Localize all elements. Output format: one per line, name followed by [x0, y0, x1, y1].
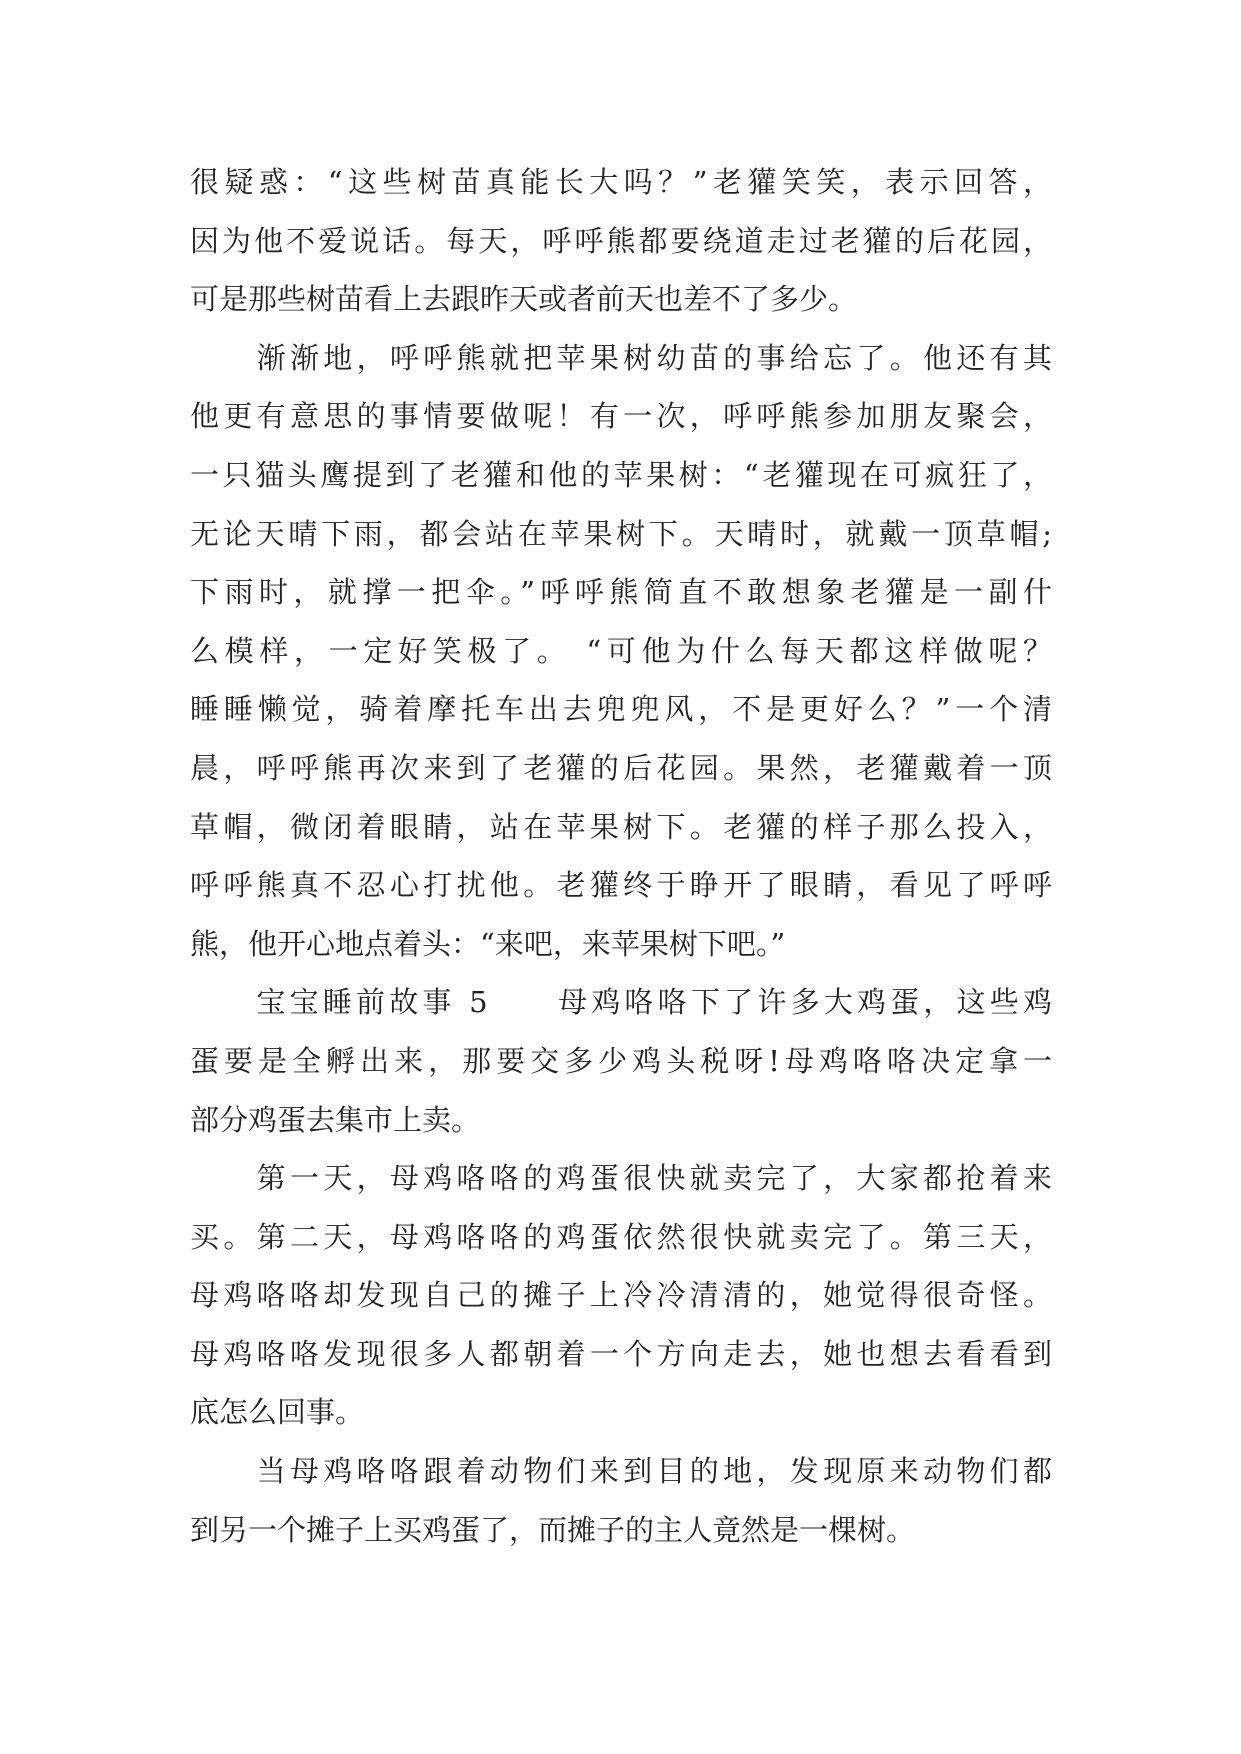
text-line: 晨，呼呼熊再次来到了老獾的后花园。果然，老獾戴着一顶: [190, 750, 1052, 785]
body-text: [190, 153, 1052, 1559]
text-line: 第一天，母鸡咯咯的鸡蛋很快就卖完了，大家都抢着来: [190, 1161, 1052, 1196]
text-line: 他更有意思的事情要做呢！有一次，呼呼熊参加朋友聚会，: [190, 399, 1052, 434]
text-line: 可是那些树苗看上去跟昨天或者前天也差不了多少。: [190, 282, 858, 317]
text-line: 熊，他开心地点着头：“来吧，来苹果树下吧。”: [190, 926, 786, 961]
text-line: 呼呼熊真不忍心打扰他。老獾终于睁开了眼睛，看见了呼呼: [190, 868, 1052, 903]
text-line: 到另一个摊子上买鸡蛋了，而摊子的主人竟然是一棵树。: [190, 1512, 916, 1547]
text-line: 宝宝睡前故事 5 母鸡咯咯下了许多大鸡蛋，这些鸡: [190, 985, 1052, 1020]
text-line: 睡睡懒觉，骑着摩托车出去兜兜风，不是更好么？”一个清: [190, 692, 1052, 727]
text-line: 母鸡咯咯发现很多人都朝着一个方向走去，她也想去看看到: [190, 1336, 1052, 1371]
text-line: 草帽，微闭着眼睛，站在苹果树下。老獾的样子那么投入，: [190, 809, 1052, 844]
text-line: 无论天晴下雨，都会站在苹果树下。天晴时，就戴一顶草帽;: [190, 516, 1052, 551]
text-line: 母鸡咯咯却发现自己的摊子上冷冷清清的，她觉得很奇怪。: [190, 1278, 1052, 1313]
text-line: 因为他不爱说话。每天，呼呼熊都要绕道走过老獾的后花园，: [190, 223, 1052, 258]
text-line: 很疑惑：“这些树苗真能长大吗？”老獾笑笑，表示回答，: [190, 165, 1052, 199]
text-line: 么模样，一定好笑极了。 “可他为什么每天都这样做呢？: [190, 633, 1052, 668]
text-line: 一只猫头鹰提到了老獾和他的苹果树：“老獾现在可疯狂了，: [190, 457, 1052, 492]
text-line: 渐渐地，呼呼熊就把苹果树幼苗的事给忘了。他还有其: [190, 340, 1052, 375]
text-line: 蛋要是全孵出来，那要交多少鸡头税呀!母鸡咯咯决定拿一: [190, 1043, 1052, 1078]
text-line: 买。第二天，母鸡咯咯的鸡蛋依然很快就卖完了。第三天，: [190, 1219, 1052, 1254]
text-line: 部分鸡蛋去集市上卖。: [190, 1102, 481, 1137]
text-line: 当母鸡咯咯跟着动物们来到目的地，发现原来动物们都: [190, 1454, 1052, 1489]
text-line: 底怎么回事。: [190, 1395, 365, 1430]
text-line: 下雨时，就撑一把伞。”呼呼熊简直不敢想象老獾是一副什: [190, 575, 1052, 610]
